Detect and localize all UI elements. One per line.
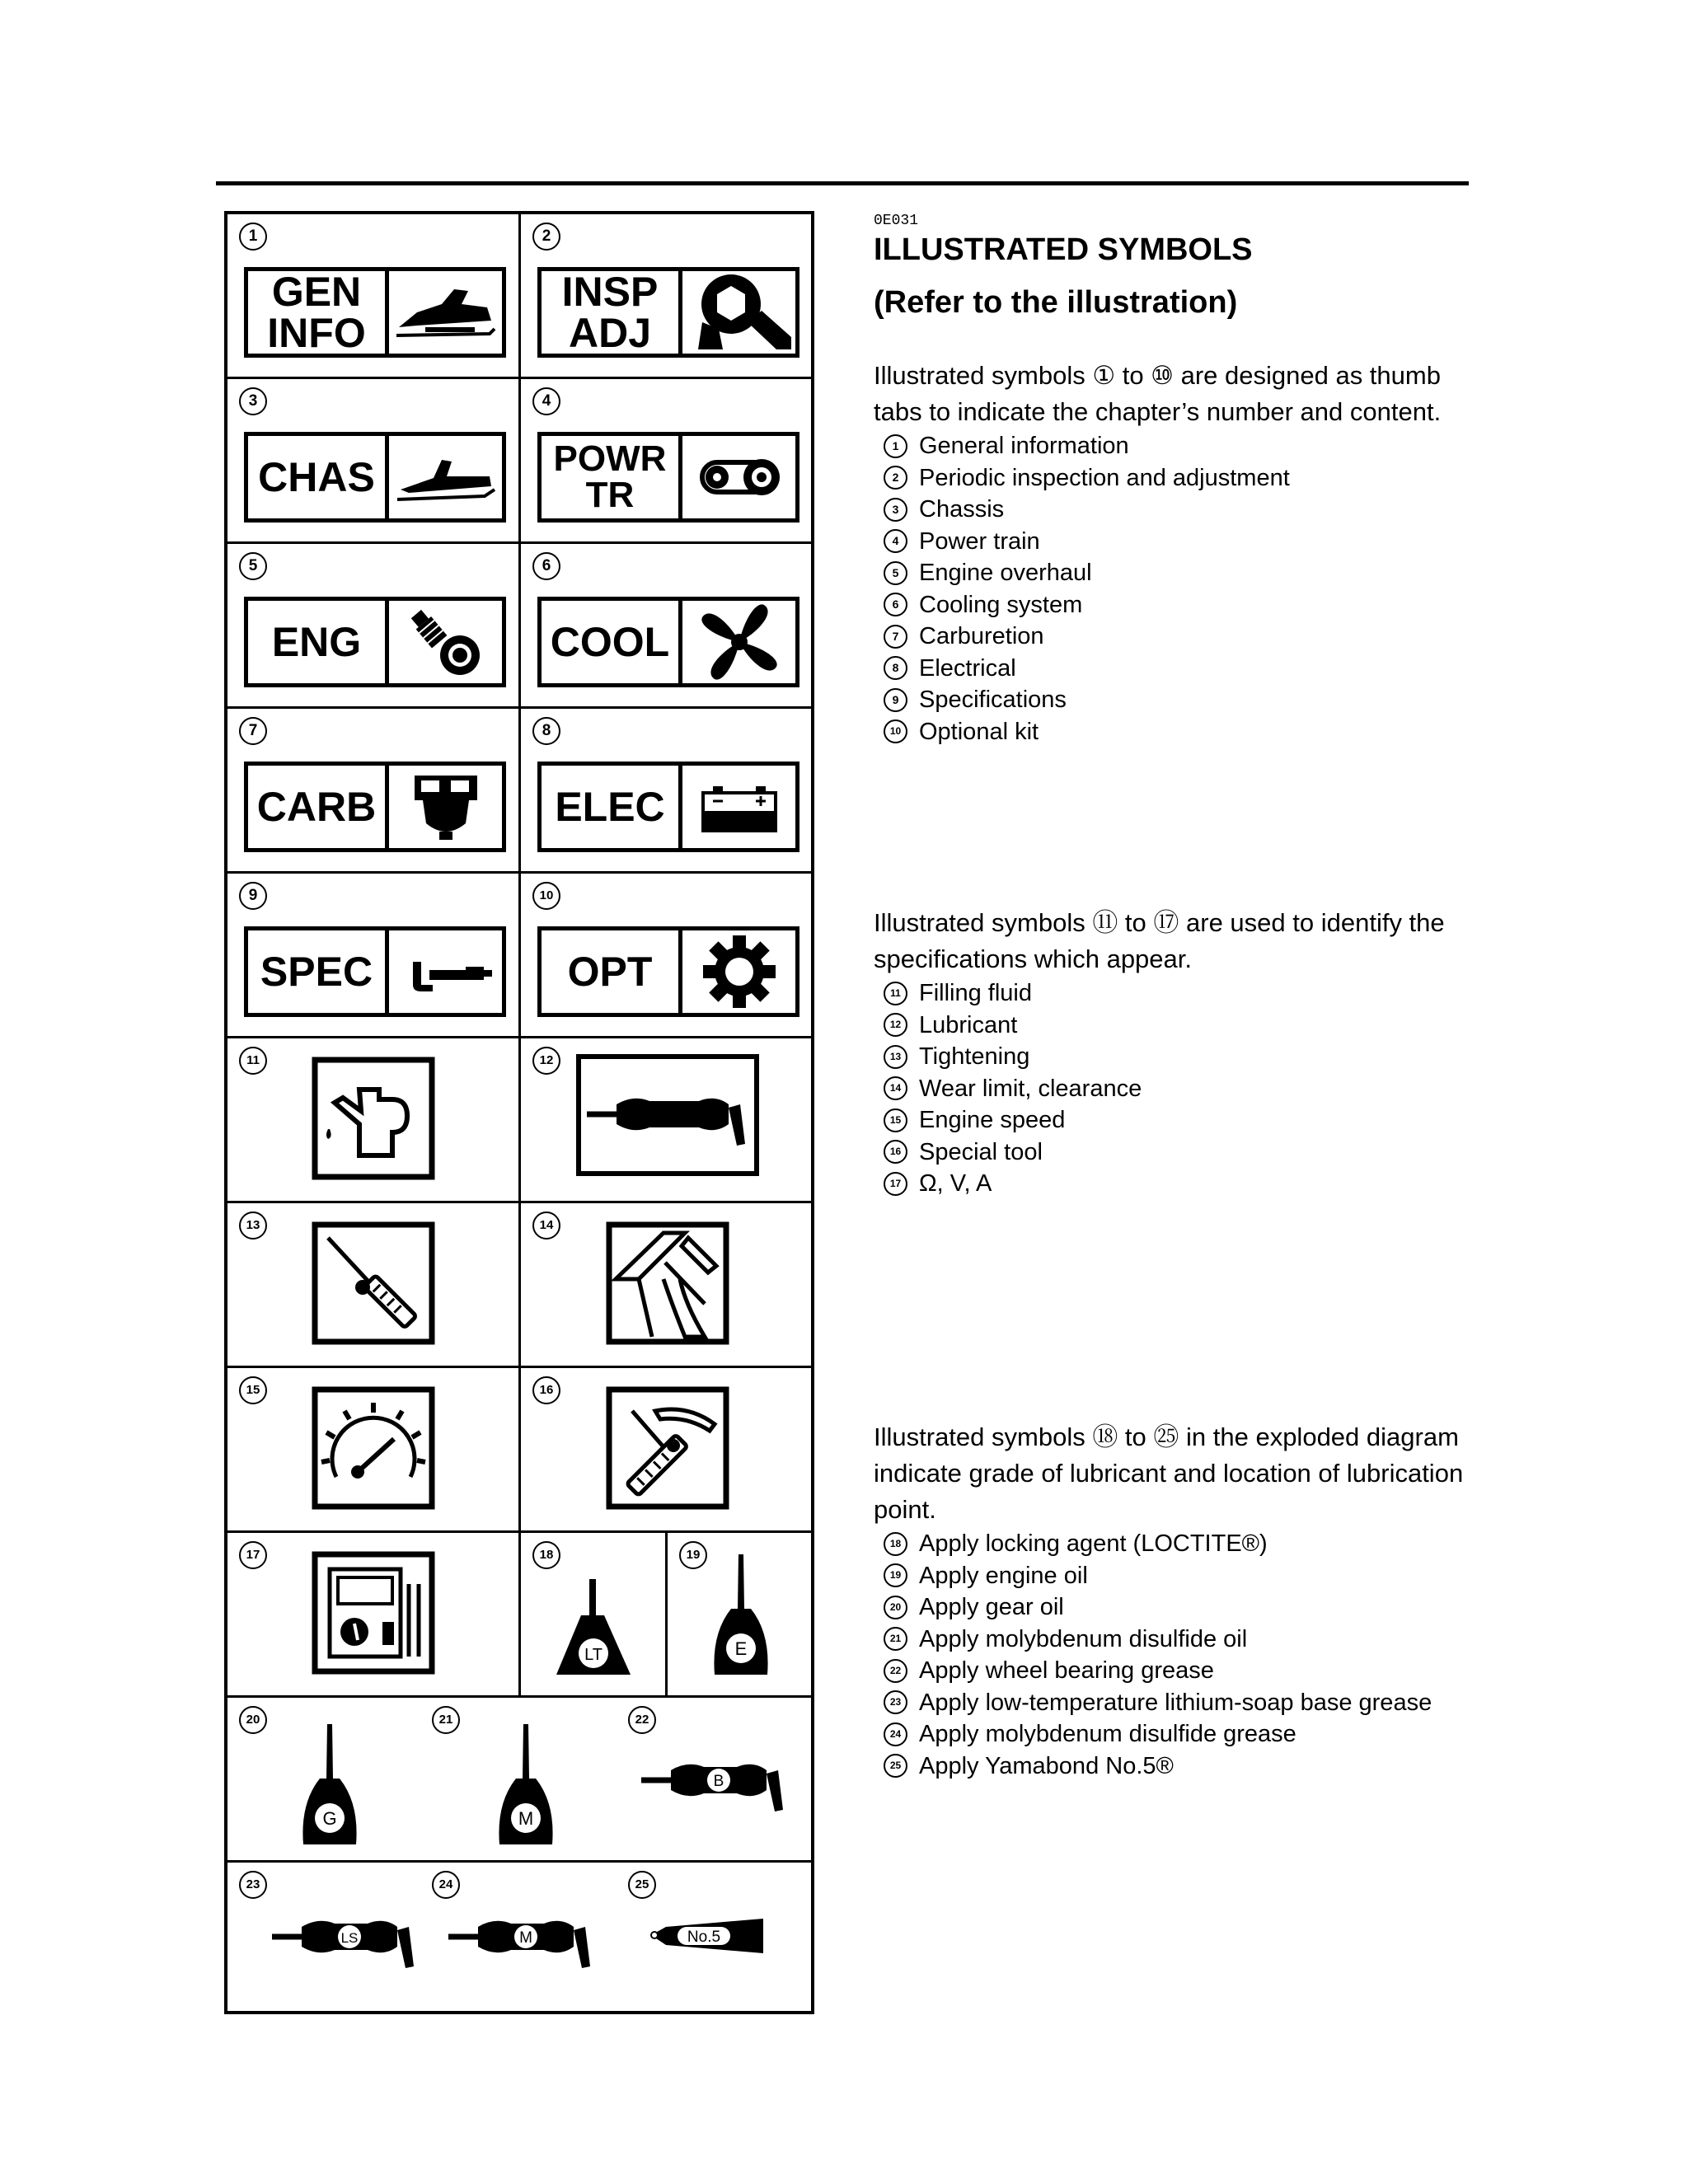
list-item: 4 Power train	[884, 526, 1467, 558]
list-item: 14 Wear limit, clearance	[884, 1073, 1467, 1105]
lube-label: LS	[340, 1930, 359, 1946]
tab-label: ENG	[248, 601, 389, 683]
cell-number: 1	[239, 223, 267, 251]
tab-chas	[244, 432, 506, 523]
list-item: 24 Apply molybdenum disulfide grease	[884, 1718, 1467, 1750]
symbols-grid	[224, 211, 814, 2014]
list-item: 8 Electrical	[884, 653, 1467, 685]
cell-number: 25	[628, 1871, 656, 1899]
micrometer-icon	[389, 930, 502, 1013]
grease-tube-ls-icon	[269, 1909, 425, 1979]
cell-2	[521, 214, 814, 379]
cell-7	[227, 709, 521, 874]
list-item: 7 Carburetion	[884, 621, 1467, 653]
cell-18	[521, 1533, 668, 1698]
cell-11	[227, 1038, 521, 1203]
gear-icon	[682, 930, 795, 1013]
tab-label: OPT	[542, 930, 682, 1013]
list-item: 20 Apply gear oil	[884, 1591, 1467, 1624]
tachometer-icon	[312, 1386, 435, 1514]
battery-icon	[682, 766, 795, 848]
cell-number: 19	[679, 1541, 707, 1569]
section-2	[874, 905, 1467, 1200]
list-item: 11 Filling fluid	[884, 977, 1467, 1010]
cell-number: 4	[532, 387, 560, 415]
tab-powr-tr	[537, 432, 799, 523]
list-item: 9 Specifications	[884, 684, 1467, 716]
cell-9	[227, 874, 521, 1038]
list-item: 5 Engine overhaul	[884, 557, 1467, 589]
fan-icon	[682, 601, 795, 683]
tab-gen-info	[244, 267, 506, 358]
list-item: 15 Engine speed	[884, 1104, 1467, 1137]
list-item: 23 Apply low-temperature lithium-soap base grease	[884, 1687, 1467, 1719]
section-2-list	[874, 977, 1467, 1200]
tab-label: SPEC	[248, 930, 389, 1013]
tab-eng	[244, 597, 506, 687]
cell-5	[227, 544, 521, 709]
list-item: 16 Special tool	[884, 1137, 1467, 1169]
cell-number: 10	[532, 882, 560, 910]
cell-number: 23	[239, 1871, 267, 1899]
list-item: 25 Apply Yamabond No.5®	[884, 1750, 1467, 1783]
cell-number: 6	[532, 552, 560, 580]
cell-number: 11	[239, 1047, 267, 1075]
cell-number: 5	[239, 552, 267, 580]
section-code: 0E031	[874, 213, 919, 229]
tab-cool	[537, 597, 799, 687]
oil-bottle-g-icon	[297, 1721, 363, 1857]
tab-opt	[537, 926, 799, 1017]
oil-can-icon	[312, 1057, 435, 1184]
list-item: 18 Apply locking agent (LOCTITE®)	[884, 1528, 1467, 1560]
cell-number: 8	[532, 717, 560, 745]
lube-label: No.5	[687, 1929, 721, 1946]
chassis-icon	[389, 436, 502, 518]
row-23-25	[227, 1863, 814, 2014]
lube-label: B	[713, 1773, 724, 1790]
cell-16	[521, 1368, 814, 1533]
cell-number: 15	[239, 1376, 267, 1404]
list-item: 12 Lubricant	[884, 1010, 1467, 1042]
list-item: 10 Optional kit	[884, 716, 1467, 748]
tab-carb	[244, 762, 506, 852]
cell-number: 9	[239, 882, 267, 910]
cell-number: 2	[532, 223, 560, 251]
multimeter-icon	[312, 1551, 435, 1679]
page-title: ILLUSTRATED SYMBOLS	[874, 232, 1253, 267]
tab-label: GEN INFO	[248, 271, 389, 354]
cell-number: 14	[532, 1212, 560, 1240]
section-3-list	[874, 1528, 1467, 1782]
section-2-intro: Illustrated symbols ⑪ to ⑰ are used to identify the specifications which appear.	[874, 908, 1445, 973]
tab-label: ELEC	[542, 766, 682, 848]
list-item: 6 Cooling system	[884, 589, 1467, 621]
lube-label: M	[518, 1808, 534, 1829]
drive-pulley-icon	[682, 436, 795, 518]
list-item: 2 Periodic inspection and adjustment	[884, 462, 1467, 494]
row-20-22	[227, 1698, 814, 1863]
cell-number: 16	[532, 1376, 560, 1404]
page-subtitle: (Refer to the illustration)	[874, 285, 1238, 320]
oil-bottle-lt-icon	[548, 1576, 639, 1687]
cell-13	[227, 1203, 521, 1368]
grease-tube-b-icon	[638, 1752, 795, 1822]
cell-number: 18	[532, 1541, 560, 1569]
list-item: 13 Tightening	[884, 1041, 1467, 1073]
oil-bottle-e-icon	[708, 1551, 774, 1687]
cell-6	[521, 544, 814, 709]
lube-label: LT	[584, 1646, 603, 1664]
cell-number: 13	[239, 1212, 267, 1240]
list-item: 21 Apply molybdenum disulfide oil	[884, 1624, 1467, 1656]
cell-number: 24	[432, 1871, 460, 1899]
cell-19	[668, 1533, 814, 1698]
tab-elec	[537, 762, 799, 852]
oil-bottle-m-icon	[493, 1721, 559, 1857]
list-item: 22 Apply wheel bearing grease	[884, 1655, 1467, 1687]
grease-tube-m-icon	[445, 1909, 602, 1979]
cell-number: 21	[432, 1706, 460, 1734]
section-1-intro: Illustrated symbols ① to ⑩ are designed as thumb tabs to indicate the chapter’s number and content.	[874, 361, 1442, 426]
section-1-list	[874, 430, 1467, 748]
list-item: 3 Chassis	[884, 494, 1467, 526]
cell-17	[227, 1533, 521, 1698]
cell-number: 12	[532, 1047, 560, 1075]
section-3-intro: Illustrated symbols ⑱ to ㉕ in the exploded diagram indicate grade of lubricant and location of lubrication point.	[874, 1422, 1464, 1524]
list-item: 17 Ω, V, A	[884, 1168, 1467, 1200]
lube-label: M	[519, 1929, 532, 1947]
tab-label: COOL	[542, 601, 682, 683]
tab-label: INSP ADJ	[542, 271, 682, 354]
snowmobile-icon	[389, 271, 502, 354]
tab-spec	[244, 926, 506, 1017]
caliper-icon	[606, 1221, 729, 1349]
cell-number: 17	[239, 1541, 267, 1569]
torque-wrench-icon	[312, 1221, 435, 1349]
list-item: 19 Apply engine oil	[884, 1560, 1467, 1592]
tab-label: CARB	[248, 766, 389, 848]
section-1	[874, 358, 1467, 748]
spark-plug-icon	[389, 601, 502, 683]
cell-number: 22	[628, 1706, 656, 1734]
top-rule	[216, 181, 1469, 185]
tab-label: CHAS	[248, 436, 389, 518]
cell-3	[227, 379, 521, 544]
cell-number: 3	[239, 387, 267, 415]
cell-4	[521, 379, 814, 544]
special-tool-icon	[606, 1386, 729, 1514]
list-item: 1 General information	[884, 430, 1467, 462]
tab-label: POWR TR	[542, 436, 682, 518]
cell-12	[521, 1038, 814, 1203]
lube-label: G	[322, 1808, 337, 1829]
tab-insp-adj	[537, 267, 799, 358]
cell-number: 20	[239, 1706, 267, 1734]
cell-14	[521, 1203, 814, 1368]
grease-tube-icon	[575, 1053, 760, 1181]
cell-15	[227, 1368, 521, 1533]
section-3	[874, 1419, 1467, 1782]
cell-10	[521, 874, 814, 1038]
cell-number: 7	[239, 717, 267, 745]
lube-label: E	[734, 1638, 748, 1659]
cell-1	[227, 214, 521, 379]
wrench-icon	[682, 271, 795, 354]
sealant-tube-icon	[648, 1904, 780, 1974]
carburetor-icon	[389, 766, 502, 848]
cell-8	[521, 709, 814, 874]
